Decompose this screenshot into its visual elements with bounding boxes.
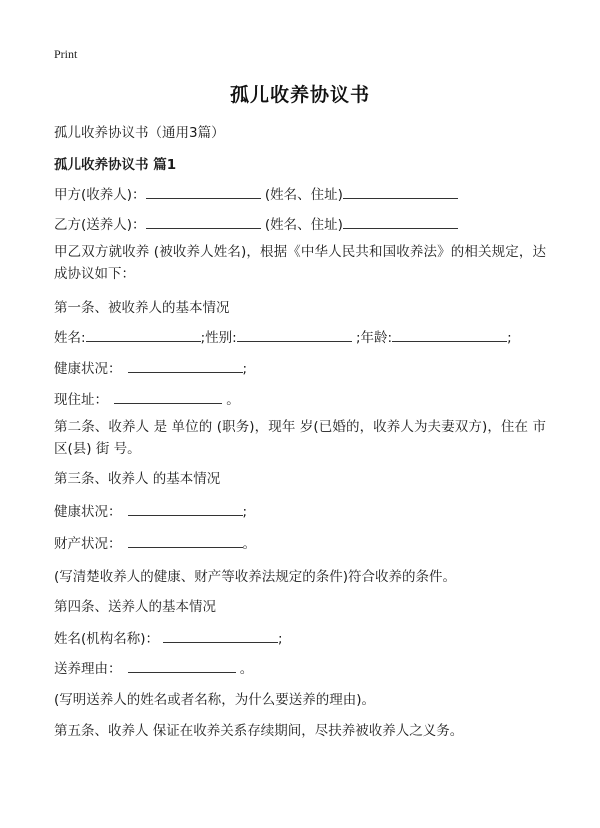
party-a-address-blank — [343, 185, 458, 199]
property-period: 。 — [242, 536, 256, 552]
property-label: 财产状况： — [54, 536, 122, 552]
print-link[interactable]: Print — [54, 47, 78, 61]
age-blank — [392, 328, 507, 342]
gender-blank — [237, 328, 352, 342]
property-row — [54, 532, 256, 552]
health-semicolon-2: ; — [242, 504, 248, 520]
article2-paragraph: 第二条、收养人 是 单位的 (职务)，现年 岁(已婚的，收养人为夫妻双方)，住在 市区(县) 街 号。 — [54, 419, 546, 457]
health-blank-2 — [128, 502, 243, 516]
health-blank — [128, 359, 243, 373]
org-name-label: 姓名(机构名称)： — [54, 631, 160, 647]
age-semicolon: ; — [507, 330, 512, 346]
org-name-row — [54, 627, 283, 647]
reason-label: 送养理由： — [54, 661, 122, 677]
party-a-suffix: (姓名、住址) — [264, 187, 343, 203]
address-blank — [114, 390, 222, 404]
party-b-row — [54, 213, 458, 233]
reason-period: 。 — [239, 661, 254, 677]
party-b-label: 乙方(送养人)： — [54, 217, 146, 233]
org-name-semicolon: ; — [278, 631, 283, 647]
address-row — [54, 388, 240, 408]
document-title: 孤儿收养协议书 — [229, 84, 370, 106]
health-row — [54, 357, 247, 377]
age-label: ;年龄: — [355, 330, 393, 346]
article1-title: 第一条、被收养人的基本情况 — [54, 300, 230, 316]
article5: 第五条、收养人 保证在收养关系存续期间，尽扶养被收养人之义务。 — [54, 723, 464, 739]
org-name-blank — [163, 629, 278, 643]
note2: (写明送养人的姓名或者名称，为什么要送养的理由)。 — [54, 692, 376, 708]
property-blank — [128, 534, 243, 548]
note1: (写清楚收养人的健康、财产等收养法规定的条件)符合收养的条件。 — [54, 569, 457, 585]
party-b-suffix: (姓名、住址) — [264, 217, 343, 233]
party-a-row — [54, 183, 458, 203]
article4-title: 第四条、送养人的基本情况 — [54, 599, 216, 615]
reason-row — [54, 657, 253, 677]
party-b-address-blank — [343, 215, 458, 229]
intro-paragraph: 甲乙双方就收养 (被收养人姓名)，根据《中华人民共和国收养法》的相关规定，达成协议如下： — [54, 244, 546, 282]
document-subtitle: 孤儿收养协议书（通用3篇） — [54, 125, 225, 141]
party-a-blank — [146, 185, 261, 199]
health-label-2: 健康状况： — [54, 504, 122, 520]
address-label: 现住址： — [54, 392, 108, 408]
article1-name-row — [54, 326, 512, 346]
party-a-label: 甲方(收养人)： — [54, 187, 146, 203]
party-b-blank — [146, 215, 261, 229]
section-heading: 孤儿收养协议书 篇1 — [54, 157, 177, 173]
article3-title: 第三条、收养人 的基本情况 — [54, 471, 221, 487]
health-row-2 — [54, 500, 247, 520]
name-blank — [86, 328, 201, 342]
health-label: 健康状况： — [54, 361, 122, 377]
gender-label: ;性别: — [200, 330, 237, 346]
address-period: 。 — [226, 392, 240, 408]
reason-blank — [128, 659, 236, 673]
health-semicolon: ; — [242, 361, 248, 377]
name-label: 姓名: — [54, 330, 86, 346]
